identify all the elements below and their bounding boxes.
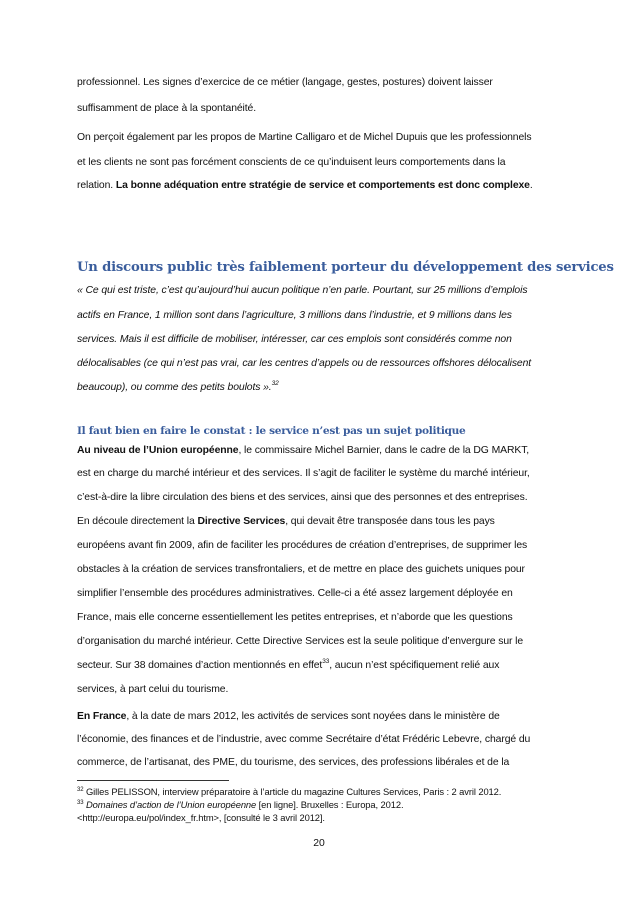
body-text-line: obstacles à la création de services transfrontaliers, et de mettre en place des guichets uniques pour	[77, 564, 525, 575]
body-text-line: suffisamment de place à la spontanéité.	[77, 103, 257, 114]
body-text-line: France, mais elle concerne essentiellement les petites entreprises, et n’aborde que les questions	[77, 612, 513, 623]
text-run: .	[529, 180, 533, 191]
text-run: relation.	[77, 180, 116, 191]
bold-conclusion: La bonne adéquation entre stratégie de service et comportements est donc complexe	[115, 180, 530, 191]
footnote-url: <http://europa.eu/pol/index_fr.htm>, [consulté le 3 avril 2012].	[77, 812, 325, 823]
quote-line: actifs en France, 1 million sont dans l’agriculture, 3 millions dans l’industrie, et 9 millions dans les	[77, 310, 512, 321]
footnote-ref: 33	[322, 658, 330, 665]
footnote-ref: 32	[271, 380, 279, 387]
footnote-number: 32	[77, 787, 84, 793]
body-text-line	[77, 659, 499, 673]
text-run: , le commissaire Michel Barnier, dans le cadre de la DG MARKT,	[238, 445, 530, 456]
text-run: , aucun n’est spécifiquement relié aux	[329, 660, 500, 671]
body-text-line: services, à part celui du tourisme.	[77, 684, 229, 695]
footnote-text: Gilles PELISSON, interview préparatoire à l’article du magazine Cultures Services, Paris : 2 avril 2012.	[83, 786, 502, 797]
text-run: beaucoup), ou comme des petits boulots ».	[77, 382, 272, 393]
text-run: secteur. Sur 38 domaines d’action mentionnés en effet	[77, 660, 323, 671]
body-text-line: l’économie, des finances et de l’industrie, avec comme Secrétaire d’état Frédéric Lebevre, chargé du	[77, 734, 531, 745]
body-text-line	[77, 515, 495, 529]
page-number: 20	[313, 838, 325, 849]
quote-line: délocalisables (ce qui n’est pas vrai, car les centres d’appels ou de ressources offshores délocalisent	[77, 358, 532, 369]
text-run: , à la date de mars 2012, les activités de services sont noyées dans le ministère de	[126, 711, 500, 722]
body-text-line: simplifier l’ensemble des procédures administratives. Celle-ci a été assez largement déployée en	[77, 588, 513, 599]
quote-line: services. Mais il est difficile de mobiliser, intéresser, car ces emplois sont considérés comme non	[77, 334, 512, 345]
text-run: En découle directement la	[77, 516, 198, 527]
body-text-line: professionnel. Les signes d’exercice de ce métier (langage, gestes, postures) doivent laisser	[77, 77, 493, 88]
body-text-line: européens avant fin 2009, afin de faciliter les procédures de création d’entreprises, de supprimer les	[77, 540, 528, 551]
footnote-number: 33	[77, 800, 84, 806]
body-text-line: d’organisation du marché intérieur. Cette Directive Services est la seule politique d’envergure sur le	[77, 636, 524, 647]
body-text-line: commerce, de l’artisanat, des PME, du tourisme, des services, des professions libérales et de la	[77, 757, 510, 768]
body-text-line: c’est-à-dire la libre circulation des biens et des services, ainsi que des personnes et des entreprises.	[77, 492, 528, 503]
bold-lead: Au niveau de l’Union européenne	[77, 445, 239, 456]
body-text-line	[77, 179, 533, 193]
subsection-heading: Il faut bien en faire le constat : le service n’est pas un sujet politique	[77, 425, 466, 437]
body-text-line: est en charge du marché intérieur et des services. Il s’agit de faciliter le système du marché intérieur,	[77, 468, 530, 479]
bold-term: Directive Services	[197, 516, 286, 527]
quote-line	[77, 381, 279, 395]
text-run: , qui devait être transposée dans tous les pays	[285, 516, 495, 527]
body-text-line	[77, 710, 500, 724]
bold-lead: En France	[77, 711, 127, 722]
section-heading: Un discours public très faiblement porteur du développement des services	[77, 260, 614, 275]
footnote-title: Domaines d’action de l’Union européenne	[83, 799, 257, 810]
footnote-text: [en ligne]. Bruxelles : Europa, 2012.	[256, 799, 404, 810]
footnote-33	[77, 799, 404, 811]
body-text-line: On perçoit également par les propos de Martine Calligaro et de Michel Dupuis que les professionnels	[77, 132, 532, 143]
footnote-32	[77, 786, 501, 798]
footnote-separator	[77, 780, 229, 781]
body-text-line	[77, 444, 529, 458]
quote-line: « Ce qui est triste, c’est qu’aujourd’hui aucun politique n’en parle. Pourtant, sur 25 millions d’emplois	[77, 285, 528, 296]
body-text-line: et les clients ne sont pas forcément conscients de ce qu’induisent leurs comportements dans la	[77, 157, 506, 168]
